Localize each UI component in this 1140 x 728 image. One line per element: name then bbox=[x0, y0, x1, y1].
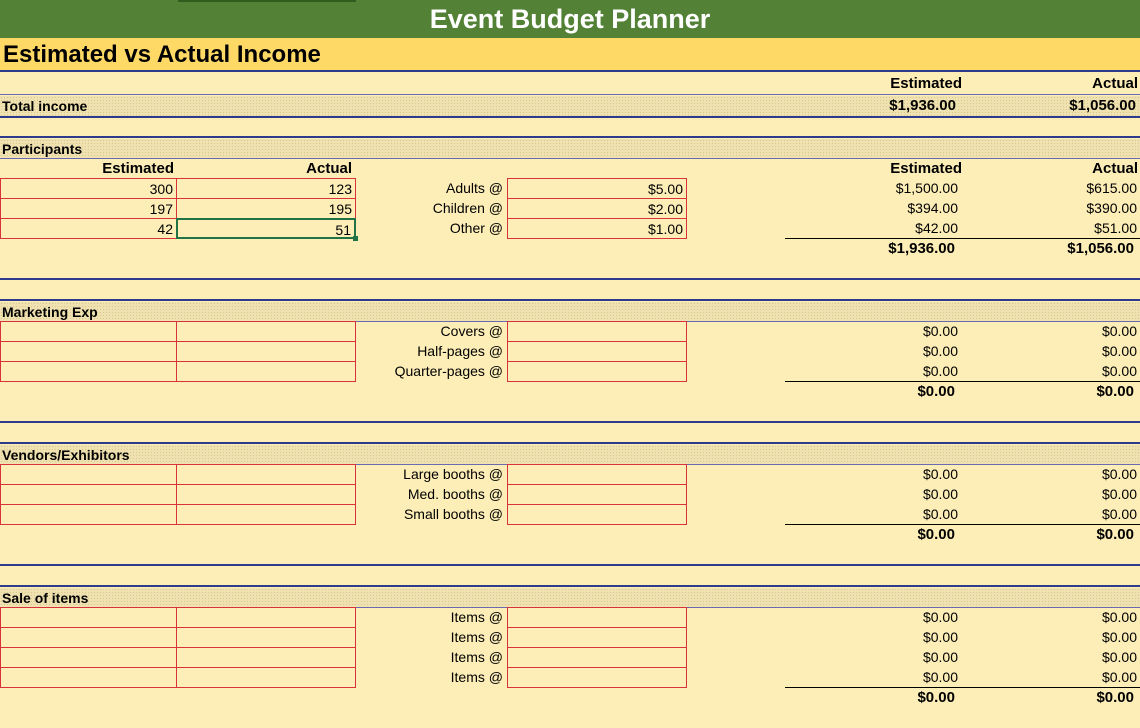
items-1-actual-total: $0.00 bbox=[1101, 609, 1137, 625]
adults-estimated-total: $1,500.00 bbox=[895, 180, 958, 196]
items-4-label: Items @ bbox=[450, 669, 503, 685]
items-1-estimated-qty-cell[interactable] bbox=[0, 607, 177, 628]
divider bbox=[0, 136, 1140, 138]
items-1-price-cell[interactable] bbox=[507, 607, 687, 628]
header-estimated: Estimated bbox=[890, 75, 962, 92]
sales-total-actual: $0.00 bbox=[1096, 689, 1134, 706]
items-3-estimated-total: $0.00 bbox=[922, 649, 958, 665]
half-pages-actual-qty-cell[interactable] bbox=[176, 341, 356, 362]
small-booths-actual-total: $0.00 bbox=[1101, 506, 1137, 522]
items-1-estimated-total: $0.00 bbox=[922, 609, 958, 625]
items-4-estimated-qty-cell[interactable] bbox=[0, 667, 177, 688]
quarter-pages-estimated-qty-cell[interactable] bbox=[0, 361, 177, 382]
marketing-label: Marketing Exp bbox=[0, 302, 1140, 322]
sales-label: Sale of items bbox=[0, 588, 1140, 608]
participants-total-actual: $1,056.00 bbox=[1067, 240, 1134, 257]
small-booths-label: Small booths @ bbox=[403, 506, 503, 522]
divider bbox=[0, 299, 1140, 301]
half-pages-actual-total: $0.00 bbox=[1101, 343, 1137, 359]
covers-estimated-qty-cell[interactable] bbox=[0, 321, 177, 342]
large-booths-price-cell[interactable] bbox=[507, 464, 687, 485]
large-booths-estimated-total: $0.00 bbox=[922, 466, 958, 482]
items-4-price-cell[interactable] bbox=[507, 667, 687, 688]
children-actual-total: $390.00 bbox=[1086, 200, 1137, 216]
med-booths-actual-qty-cell[interactable] bbox=[176, 484, 356, 505]
children-price-cell[interactable]: $2.00 bbox=[507, 198, 687, 219]
items-4-actual-qty-cell[interactable] bbox=[176, 667, 356, 688]
items-1-actual-qty-cell[interactable] bbox=[176, 607, 356, 628]
half-pages-label: Half-pages @ bbox=[417, 343, 503, 359]
children-estimated-total: $394.00 bbox=[907, 200, 958, 216]
items-3-estimated-qty-cell[interactable] bbox=[0, 647, 177, 668]
header-actual: Actual bbox=[1092, 75, 1138, 92]
small-booths-price-cell[interactable] bbox=[507, 504, 687, 525]
marketing-total-actual: $0.00 bbox=[1096, 383, 1134, 400]
items-4-estimated-total: $0.00 bbox=[922, 669, 958, 685]
selection-tab-marker bbox=[178, 0, 356, 2]
covers-label: Covers @ bbox=[440, 323, 503, 339]
participants-col-estimated: Estimated bbox=[890, 160, 962, 177]
half-pages-price-cell[interactable] bbox=[507, 341, 687, 362]
adults-actual-total: $615.00 bbox=[1086, 180, 1137, 196]
quarter-pages-actual-total: $0.00 bbox=[1101, 363, 1137, 379]
items-4-actual-total: $0.00 bbox=[1101, 669, 1137, 685]
large-booths-label: Large booths @ bbox=[403, 466, 503, 482]
other-actual-total: $51.00 bbox=[1094, 220, 1137, 236]
other-estimated-qty-cell[interactable]: 42 bbox=[0, 218, 177, 239]
large-booths-actual-total: $0.00 bbox=[1101, 466, 1137, 482]
total-income-estimated: $1,936.00 bbox=[889, 97, 956, 114]
vendors-label: Vendors/Exhibitors bbox=[0, 445, 1140, 465]
vendors-total-estimated: $0.00 bbox=[917, 526, 955, 543]
covers-price-cell[interactable] bbox=[507, 321, 687, 342]
participants-col-actual: Actual bbox=[1092, 160, 1138, 177]
adults-label: Adults @ bbox=[445, 180, 503, 196]
small-booths-estimated-qty-cell[interactable] bbox=[0, 504, 177, 525]
divider bbox=[0, 116, 1140, 118]
divider bbox=[0, 70, 1140, 72]
items-2-actual-qty-cell[interactable] bbox=[176, 627, 356, 648]
med-booths-estimated-total: $0.00 bbox=[922, 486, 958, 502]
divider bbox=[0, 585, 1140, 587]
vendors-total-actual: $0.00 bbox=[1096, 526, 1134, 543]
quarter-pages-actual-qty-cell[interactable] bbox=[176, 361, 356, 382]
items-2-actual-total: $0.00 bbox=[1101, 629, 1137, 645]
other-estimated-total: $42.00 bbox=[915, 220, 958, 236]
med-booths-estimated-qty-cell[interactable] bbox=[0, 484, 177, 505]
large-booths-actual-qty-cell[interactable] bbox=[176, 464, 356, 485]
participants-label: Participants bbox=[0, 139, 1140, 159]
items-3-price-cell[interactable] bbox=[507, 647, 687, 668]
other-label: Other @ bbox=[449, 220, 503, 236]
participants-header-actual: Actual bbox=[306, 160, 352, 177]
covers-actual-total: $0.00 bbox=[1101, 323, 1137, 339]
quarter-pages-label: Quarter-pages @ bbox=[394, 363, 503, 379]
total-income-actual: $1,056.00 bbox=[1069, 97, 1136, 114]
divider bbox=[0, 564, 1140, 566]
children-actual-qty-cell[interactable]: 195 bbox=[176, 198, 356, 219]
adults-actual-qty-cell[interactable]: 123 bbox=[176, 178, 356, 199]
divider bbox=[0, 94, 1140, 95]
adults-price-cell[interactable]: $5.00 bbox=[507, 178, 687, 199]
total-income-label: Total income bbox=[0, 96, 1140, 116]
items-3-label: Items @ bbox=[450, 649, 503, 665]
divider bbox=[0, 278, 1140, 280]
children-estimated-qty-cell[interactable]: 197 bbox=[0, 198, 177, 219]
quarter-pages-estimated-total: $0.00 bbox=[922, 363, 958, 379]
small-booths-actual-qty-cell[interactable] bbox=[176, 504, 356, 525]
quarter-pages-price-cell[interactable] bbox=[507, 361, 687, 382]
items-2-price-cell[interactable] bbox=[507, 627, 687, 648]
participants-header-estimated: Estimated bbox=[102, 160, 174, 177]
other-price-cell[interactable]: $1.00 bbox=[507, 218, 687, 239]
divider bbox=[0, 421, 1140, 423]
other-actual-qty-cell-selected[interactable]: 51 bbox=[176, 218, 356, 239]
page-title-banner bbox=[0, 0, 1140, 38]
items-3-actual-total: $0.00 bbox=[1101, 649, 1137, 665]
med-booths-label: Med. booths @ bbox=[407, 486, 503, 502]
items-1-label: Items @ bbox=[450, 609, 503, 625]
items-2-estimated-qty-cell[interactable] bbox=[0, 627, 177, 648]
participants-total-estimated: $1,936.00 bbox=[888, 240, 955, 257]
section-subtitle: Estimated vs Actual Income bbox=[0, 38, 1140, 70]
half-pages-estimated-qty-cell[interactable] bbox=[0, 341, 177, 362]
fill-handle[interactable] bbox=[353, 236, 358, 241]
covers-actual-qty-cell[interactable] bbox=[176, 321, 356, 342]
half-pages-estimated-total: $0.00 bbox=[922, 343, 958, 359]
adults-estimated-qty-cell[interactable]: 300 bbox=[0, 178, 177, 199]
children-label: Children @ bbox=[432, 200, 503, 216]
divider bbox=[0, 442, 1140, 444]
items-3-actual-qty-cell[interactable] bbox=[176, 647, 356, 668]
marketing-total-estimated: $0.00 bbox=[917, 383, 955, 400]
small-booths-estimated-total: $0.00 bbox=[922, 506, 958, 522]
large-booths-estimated-qty-cell[interactable] bbox=[0, 464, 177, 485]
sales-total-estimated: $0.00 bbox=[917, 689, 955, 706]
med-booths-price-cell[interactable] bbox=[507, 484, 687, 505]
covers-estimated-total: $0.00 bbox=[922, 323, 958, 339]
items-2-label: Items @ bbox=[450, 629, 503, 645]
page-title: Event Budget Planner bbox=[429, 4, 711, 34]
med-booths-actual-total: $0.00 bbox=[1101, 486, 1137, 502]
items-2-estimated-total: $0.00 bbox=[922, 629, 958, 645]
